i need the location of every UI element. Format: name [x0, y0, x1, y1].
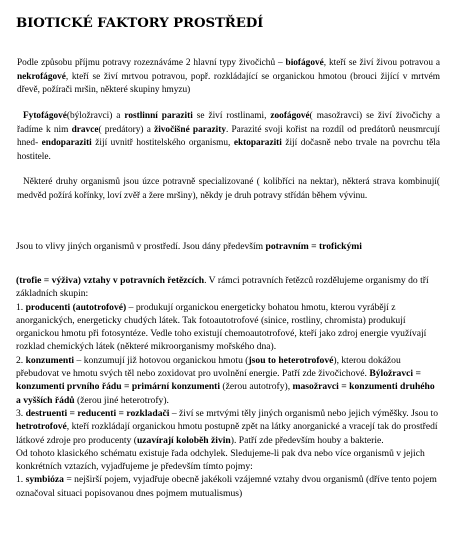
text-run: , kteří rozkládají organickou hmotu postupně zpět na látky anorganické a vracejí tak do prostředí látkové zdroje pro producenty (: [16, 421, 438, 446]
term-hetrotrofove: hetrotrofové: [16, 421, 67, 433]
text-run: – produkují organickou energeticky bohatou hmotu, kterou vyrábějí z anorganických, energeticky chudých látek. Tak fotoautotrofové (sinice, rostliny, chromista) produkují organickou hmotu při fotosyntéze. Vedle toho existují chemoautotrofové, kteří jako zdroj energie využívají rozklad chemických látek (některé mikroorganismy mořského dna).: [16, 301, 427, 353]
term-nekrofagove: nekrofágové: [17, 71, 66, 82]
list-item-number: 3.: [16, 407, 26, 419]
term-kolobeh-zivin: uzavírají koloběh živin: [136, 434, 231, 446]
term-endoparaziti: endoparaziti: [41, 138, 92, 148]
term-masozravci: masožravci = konzumenti druhého a vyšších řádů: [16, 381, 435, 406]
relations-intro-paragraph: [16, 240, 440, 253]
text-run: žijí uvnitř hostitelského organismu,: [91, 138, 234, 148]
text-run: (žerou jiné heterotrofy).: [74, 394, 169, 406]
term-fytofagove: Fytofágové: [23, 111, 67, 121]
intro-paragraph: [17, 57, 440, 98]
term-zivocisne-parazity: živočišné parazity: [154, 124, 226, 135]
term-rostlinni-paraziti: rostlinní paraziti: [124, 111, 193, 121]
list-item-number: 1.: [16, 301, 26, 313]
term-trofie-vztahy: (trofie = výživa) vztahy v potravních řetězcích: [16, 275, 205, 286]
list-item-number: 1.: [16, 474, 26, 486]
text-run: . Parazité svoji kořist na rozdíl od predátorů neusmrcují hned-: [17, 124, 440, 148]
text-run: , kteří se živí živou potravou a: [323, 58, 440, 68]
text-run: (žerou autotrofy),: [220, 381, 293, 393]
text-run: ( predátory) a: [98, 124, 155, 135]
food-chain-section: [16, 274, 440, 500]
text-run: se živí rostlinami,: [192, 111, 271, 121]
text-run: – konzumují již hotovou organickou hmotu (: [74, 354, 249, 366]
feeders-paragraph: [17, 110, 440, 164]
term-destruenti: destruenti = reducenti = rozkladači: [25, 407, 170, 419]
term-konzumenti: konzumenti: [25, 354, 75, 366]
term-primarni-konzumenti: Býložravci = konzumenti prvního řádu = primární konzumenti: [16, 368, 421, 393]
text-run: Podle způsobu příjmu potravy rozeznáváme 2 hlavní typy živočichů –: [17, 58, 286, 68]
text-run: ), kterou dokážou přebudovat ve hmotu svých těl nebo zoxidovat pro uvolnění energie. Patří zde živočichové.: [16, 354, 401, 380]
specialists-paragraph: Některé druhy organismů jsou úzce potravně specializované ( kolibříci na nektar), některá strava kombinují( medvěd požírá kořínky, loví zvěř a žere mršiny), někdy je druh potravy střídán během vývinu.: [17, 177, 440, 201]
text-run: . V rámci potravních řetězců rozdělujeme organismy do tří základních skupin:: [16, 275, 429, 300]
text-run: ). Patří zde především houby a bakterie.: [230, 434, 384, 446]
term-potravnim-trofickymi: potravním = trofickými: [265, 241, 362, 252]
text-run: ( masožravci) se živí živočichy a řadíme k nim: [17, 111, 441, 135]
text-run: = nejširší pojem, vyjadřuje obecně jakékoli vzájemné vztahy dvou organismů (dříve tento pojem označoval situaci popisovanou dnes pojmem mutualismus): [16, 474, 437, 499]
list-item-number: 2.: [16, 354, 26, 366]
term-symbioza: symbióza: [25, 474, 64, 486]
document-title: BIOTICKÉ FAKTORY PROSTŘEDÍ: [16, 16, 264, 31]
term-biofagove: biofágové: [285, 58, 324, 68]
text-run: (býložravci) a: [66, 111, 125, 121]
text-run: žijí dočasně nebo trvale na povrchu těla hostitele.: [17, 138, 441, 162]
term-ektoparaziti: ektoparaziti: [233, 138, 282, 148]
term-dravce: dravce: [71, 124, 99, 135]
text-run: Od tohoto klasického schématu existuje řada odchylek. Sledujeme-li pak dva nebo více organismů v jejich konkrétních vztazích, vyjadřujeme je především tímto pojmy:: [16, 447, 425, 473]
text-run: – živí se mrtvými těly jiných organismů nebo jejich výměšky. Jsou to: [169, 407, 439, 419]
term-heterotrofove: jsou to heterotrofové: [248, 354, 334, 366]
term-producenti: producenti (autotrofové): [25, 301, 127, 313]
term-zoofagove: zoofágové: [270, 111, 310, 121]
text-run: , kteří se živí mrtvou potravou, popř. rozkládající se organickou hmotou (brouci žijící v mrtvém dřevě, požírači mršin, některé skupiny hmyzu): [17, 71, 440, 95]
text-run: Jsou to vlivy jiných organismů v prostředí. Jsou dány především: [16, 241, 266, 252]
